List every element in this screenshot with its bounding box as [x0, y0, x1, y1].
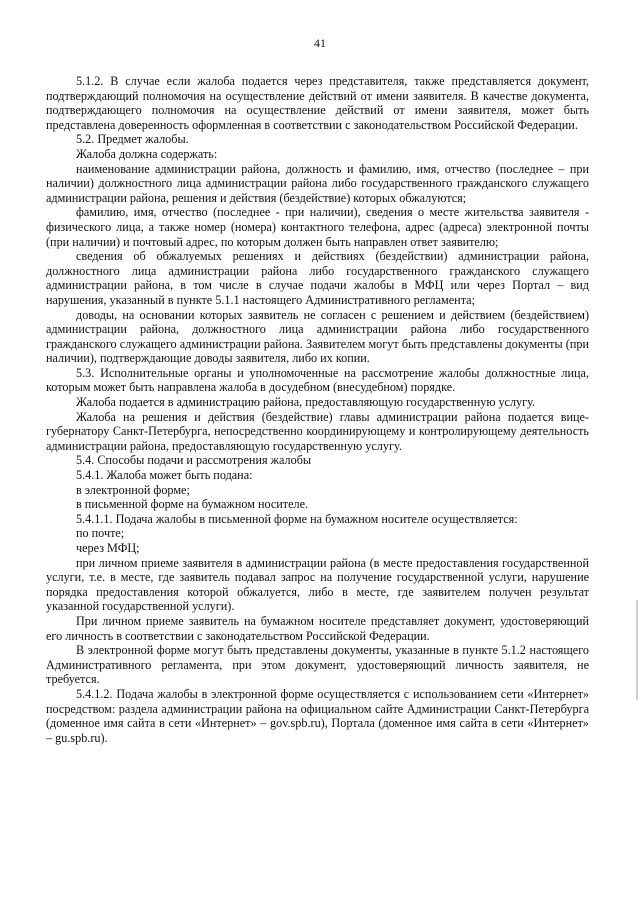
paragraph-5-1-2: 5.1.2. В случае если жалоба подается через представителя, также представляется документ, подтверждающий полномочия на осуществление действий от имени заявителя. В качестве документа, подтверждающего полномочия на осуществление действий от имени заявителя, может быть представлена доверенность оформленная в соответствии с законодательством Российской Федерации.: [46, 74, 589, 132]
paragraph: Жалоба подается в администрацию района, предоставляющую государственную услугу.: [76, 395, 536, 410]
list-item: при личном приеме заявителя в администрации района (в месте предоставления государственной услуги, т.е. в месте, где заявитель подавал запрос на получение государственной услуги, нарушение порядка предоставления которой обжалуется, либо в месте, где заявителем получен результат указанной государственной услуги).: [46, 555, 589, 614]
list-item: по почте;: [76, 526, 125, 541]
heading-5-2: 5.2. Предмет жалобы.: [76, 132, 189, 147]
heading-5-4-1: 5.4.1. Жалоба может быть подана:: [76, 468, 253, 483]
list-item: через МФЦ;: [76, 541, 140, 555]
paragraph-complaint-content: Жалоба должна содержать:: [76, 146, 218, 161]
list-item: сведения об обжалуемых решениях и действиях (бездействии) администрации района, должностного лица администрации района либо государственного гражданского служащего администрации района, в том числе в случае подачи жалобы в МФЦ или через Портал – вид нарушения, указанный в пункте 5.1.1 настоящего Административного регламента;: [46, 249, 589, 307]
heading-5-4: 5.4. Способы подачи и рассмотрения жалобы: [76, 453, 312, 468]
document-body: [46, 74, 589, 745]
paragraph: В электронной форме могут быть представлены документы, указанные в пункте 5.1.2 настоящего Административного регламента, при этом документ, удостоверяющий личность заявителя, не требуется.: [46, 643, 589, 687]
page-number: 41: [314, 36, 326, 50]
list-item: доводы, на основании которых заявитель не согласен с решением и действием (бездействием) администрации района, должностного лица администрации района либо государственного гражданского служащего администрации района. Заявителем могут быть представлены документы (при наличии), подтверждающие доводы заявителя, либо их копии.: [46, 307, 589, 366]
heading-5-3: 5.3. Исполнительные органы и уполномоченные на рассмотрение жалобы должностные лица, которым может быть направлена жалоба в досудебном (внесудебном) порядке.: [46, 365, 589, 395]
paragraph: При личном приеме заявитель на бумажном носителе представляет документ, удостоверяющий его личность в соответствии с законодательством Российской Федерации.: [46, 613, 589, 643]
list-item: фамилию, имя, отчество (последнее - при наличии), сведения о месте жительства заявителя - физического лица, а также номер (номера) контактного телефона, адрес (адреса) электронной почты (при наличии) и почтовый адрес, по которым должен быть направлен ответ заявителю;: [46, 205, 589, 249]
scan-edge-mark: [636, 600, 638, 700]
list-item: наименование администрации района, должность и фамилию, имя, отчество (последнее – при наличии) должностного лица администрации района либо государственного гражданского служащего администрации района, решения и действия (бездействие) которых обжалуются;: [46, 161, 589, 205]
list-item: в письменной форме на бумажном носителе.: [76, 497, 309, 512]
paragraph: Жалоба на решения и действия (бездействие) главы администрации района подается вице-губернатору Санкт-Петербурга, непосредственно координирующему и контролирующему деятельность администрации района, предоставляющую государственную услугу.: [46, 409, 589, 453]
paragraph-5-4-1-2: 5.4.1.2. Подача жалобы в электронной форме осуществляется с использованием сети «Интернет» посредством: раздела администрации района на официальном сайте Администрации Санкт-Петербурга (доменное имя сайта в сети «Интернет» – gov.spb.ru), Портала (доменное имя сайта в сети «Интернет» – gu.spb.ru).: [46, 686, 589, 745]
heading-5-4-1-1: 5.4.1.1. Подача жалобы в письменной форме на бумажном носителе осуществляется:: [76, 511, 518, 526]
list-item: в электронной форме;: [76, 482, 190, 497]
